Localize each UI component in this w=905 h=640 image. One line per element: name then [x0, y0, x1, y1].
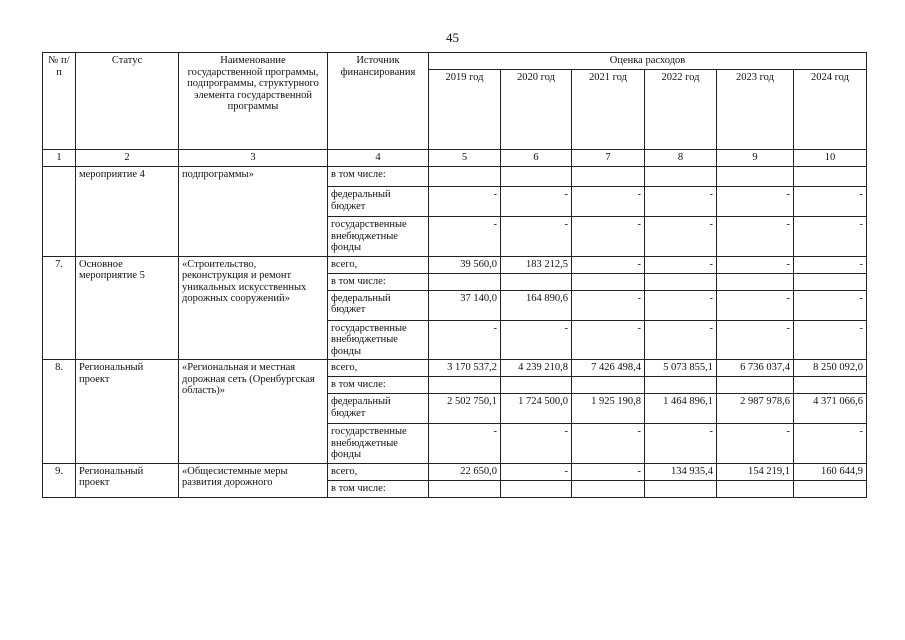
- cost-cell: 183 212,5: [501, 256, 572, 273]
- cost-cell: 2 502 750,1: [429, 394, 501, 424]
- cost-cell: -: [572, 290, 645, 320]
- cost-cell: [794, 167, 867, 187]
- header-name: Наименование государственной программы, подпрограммы, структурного элемента государственной программы: [179, 53, 328, 150]
- header-status: Статус: [76, 53, 179, 150]
- cost-cell: [501, 480, 572, 497]
- column-number: 1: [43, 150, 76, 167]
- cost-cell: -: [794, 256, 867, 273]
- cost-cell: -: [429, 187, 501, 217]
- cost-cell: [717, 480, 794, 497]
- column-number: 8: [645, 150, 717, 167]
- cost-cell: 37 140,0: [429, 290, 501, 320]
- table-body: [43, 167, 867, 498]
- cost-cell: 8 250 092,0: [794, 360, 867, 377]
- column-numbers-row: [43, 150, 867, 167]
- row-name: «Общесистемные меры развития дорожного: [179, 463, 328, 497]
- row-number: 8.: [43, 360, 76, 464]
- table-row: [43, 256, 867, 273]
- row-name: «Строительство, реконструкция и ремонт уникальных искусственных дорожных сооружений»: [179, 256, 328, 360]
- funding-source: федеральный бюджет: [328, 290, 429, 320]
- cost-cell: -: [645, 256, 717, 273]
- header-year: 2019 год: [429, 69, 501, 150]
- funding-source: в том числе:: [328, 480, 429, 497]
- cost-cell: [645, 167, 717, 187]
- cost-cell: [717, 273, 794, 290]
- cost-cell: -: [645, 290, 717, 320]
- cost-cell: [572, 273, 645, 290]
- header-num: № п/п: [43, 53, 76, 150]
- cost-cell: -: [572, 424, 645, 464]
- cost-cell: -: [794, 217, 867, 257]
- header-year: 2022 год: [645, 69, 717, 150]
- cost-cell: [572, 480, 645, 497]
- column-number: 3: [179, 150, 328, 167]
- row-status: Региональный проект: [76, 360, 179, 464]
- funding-source: государственные внебюджетные фонды: [328, 424, 429, 464]
- cost-cell: -: [717, 187, 794, 217]
- header-cost-estimate: Оценка расходов: [429, 53, 867, 70]
- cost-cell: [794, 480, 867, 497]
- cost-cell: -: [572, 217, 645, 257]
- cost-cell: -: [645, 217, 717, 257]
- row-status: мероприятие 4: [76, 167, 179, 257]
- cost-cell: [429, 480, 501, 497]
- cost-cell: [794, 273, 867, 290]
- cost-cell: 22 650,0: [429, 463, 501, 480]
- table-row: [43, 167, 867, 187]
- cost-cell: [429, 167, 501, 187]
- row-name: подпрограммы»: [179, 167, 328, 257]
- cost-cell: [429, 377, 501, 394]
- cost-cell: 6 736 037,4: [717, 360, 794, 377]
- cost-cell: [501, 273, 572, 290]
- funding-source: государственные внебюджетные фонды: [328, 217, 429, 257]
- funding-source: федеральный бюджет: [328, 394, 429, 424]
- cost-cell: 160 644,9: [794, 463, 867, 480]
- header-year: 2021 год: [572, 69, 645, 150]
- column-number: 5: [429, 150, 501, 167]
- funding-source: в том числе:: [328, 167, 429, 187]
- header-year: 2020 год: [501, 69, 572, 150]
- header-year: 2023 год: [717, 69, 794, 150]
- funding-source: государственные внебюджетные фонды: [328, 320, 429, 360]
- funding-source: всего,: [328, 463, 429, 480]
- header-year: 2024 год: [794, 69, 867, 150]
- funding-source: федеральный бюджет: [328, 187, 429, 217]
- funding-source: в том числе:: [328, 377, 429, 394]
- row-number: 7.: [43, 256, 76, 360]
- cost-cell: 1 925 190,8: [572, 394, 645, 424]
- cost-cell: [645, 377, 717, 394]
- row-number: 9.: [43, 463, 76, 497]
- cost-cell: -: [794, 424, 867, 464]
- cost-cell: 4 239 210,8: [501, 360, 572, 377]
- cost-cell: 164 890,6: [501, 290, 572, 320]
- row-status: Региональный проект: [76, 463, 179, 497]
- cost-cell: -: [645, 424, 717, 464]
- column-number: 2: [76, 150, 179, 167]
- cost-cell: -: [794, 290, 867, 320]
- cost-cell: -: [572, 187, 645, 217]
- header-source: Источник финансирования: [328, 53, 429, 150]
- table-row: [43, 463, 867, 480]
- column-number: 10: [794, 150, 867, 167]
- funding-source: в том числе:: [328, 273, 429, 290]
- cost-cell: -: [717, 290, 794, 320]
- cost-cell: [645, 480, 717, 497]
- cost-cell: 1 724 500,0: [501, 394, 572, 424]
- cost-cell: [572, 377, 645, 394]
- cost-cell: [717, 377, 794, 394]
- cost-cell: 39 560,0: [429, 256, 501, 273]
- cost-cell: -: [794, 320, 867, 360]
- cost-cell: -: [794, 187, 867, 217]
- cost-cell: [501, 377, 572, 394]
- cost-cell: -: [645, 187, 717, 217]
- cost-cell: -: [717, 424, 794, 464]
- cost-cell: -: [501, 187, 572, 217]
- cost-cell: -: [717, 217, 794, 257]
- cost-cell: -: [429, 320, 501, 360]
- row-status: Основное мероприятие 5: [76, 256, 179, 360]
- column-number: 9: [717, 150, 794, 167]
- cost-cell: 1 464 896,1: [645, 394, 717, 424]
- cost-cell: 154 219,1: [717, 463, 794, 480]
- table-row: [43, 360, 867, 377]
- cost-cell: -: [501, 320, 572, 360]
- cost-cell: -: [717, 320, 794, 360]
- table-header: [43, 53, 867, 167]
- cost-cell: 5 073 855,1: [645, 360, 717, 377]
- cost-cell: -: [501, 463, 572, 480]
- cost-cell: [717, 167, 794, 187]
- cost-cell: -: [429, 424, 501, 464]
- budget-table: [42, 52, 867, 498]
- cost-cell: [794, 377, 867, 394]
- cost-cell: [572, 167, 645, 187]
- cost-cell: 4 371 066,6: [794, 394, 867, 424]
- cost-cell: -: [429, 217, 501, 257]
- cost-cell: -: [572, 256, 645, 273]
- row-number: [43, 167, 76, 257]
- column-number: 4: [328, 150, 429, 167]
- page-number: 45: [446, 30, 459, 45]
- funding-source: всего,: [328, 360, 429, 377]
- cost-cell: -: [572, 463, 645, 480]
- cost-cell: -: [645, 320, 717, 360]
- column-number: 6: [501, 150, 572, 167]
- cost-cell: -: [717, 256, 794, 273]
- column-number: 7: [572, 150, 645, 167]
- cost-cell: -: [572, 320, 645, 360]
- cost-cell: -: [501, 424, 572, 464]
- cost-cell: 134 935,4: [645, 463, 717, 480]
- cost-cell: -: [501, 217, 572, 257]
- funding-source: всего,: [328, 256, 429, 273]
- cost-cell: [645, 273, 717, 290]
- cost-cell: 2 987 978,6: [717, 394, 794, 424]
- cost-cell: 7 426 498,4: [572, 360, 645, 377]
- cost-cell: [429, 273, 501, 290]
- cost-cell: [501, 167, 572, 187]
- row-name: «Региональная и местная дорожная сеть (Оренбургская область)»: [179, 360, 328, 464]
- cost-cell: 3 170 537,2: [429, 360, 501, 377]
